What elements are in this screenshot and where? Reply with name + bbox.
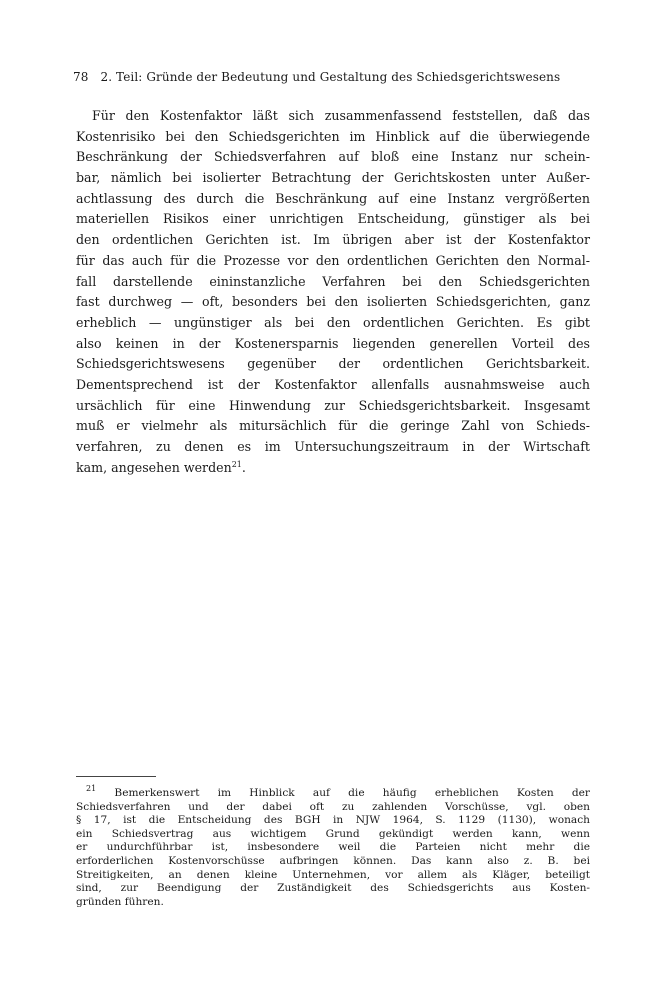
- footnote-line-text: Bemerkenswert im Hinblick auf die häufig erheblichen Kosten der: [114, 787, 590, 799]
- footnote-line: [76, 784, 590, 801]
- footnote-line: Schiedsverfahren und der dabei oft zu zahlenden Vorschüsse, vgl. oben: [76, 800, 590, 813]
- body-line: bar, nämlich bei isolierter Betrachtung der Gerichtskosten unter Außer-: [76, 170, 590, 186]
- body-line: Schiedsgerichtswesens gegenüber der ordentlichen Gerichtsbarkeit.: [76, 356, 590, 372]
- body-line: den ordentlichen Gerichten ist. Im übrigen aber ist der Kostenfaktor: [76, 232, 590, 248]
- body-line: materiellen Risikos einer unrichtigen Entscheidung, günstiger als bei: [76, 211, 590, 227]
- body-line: erheblich — ungünstiger als bei den ordentlichen Gerichten. Es gibt: [76, 314, 590, 330]
- body-line: fall darstellende eininstanzliche Verfahren bei den Schiedsgerichten: [76, 273, 590, 289]
- running-title: 2. Teil: Gründe der Bedeutung und Gestaltung des Schiedsgerichtswesens: [100, 70, 561, 84]
- footnote-reference: 21: [231, 459, 242, 469]
- footnote-separator: [76, 776, 156, 777]
- body-line: [76, 458, 590, 479]
- body-line: verfahren, zu denen es im Untersuchungszeitraum in der Wirtschaft: [76, 439, 590, 454]
- running-header: [73, 70, 593, 84]
- footnote-line: erforderlichen Kostenvorschüsse aufbringen können. Das kann also z. B. bei: [76, 854, 590, 867]
- body-line: für das auch für die Prozesse vor den ordentlichen Gerichten den Normal-: [76, 252, 590, 268]
- body-line: achtlassung des durch die Beschränkung auf eine Instanz vergrößerten: [76, 190, 590, 206]
- body-line: muß er vielmehr als mitursächlich für die geringe Zahl von Schieds-: [76, 418, 590, 434]
- footnote-line: § 17, ist die Entscheidung des BGH in NJW 1964, S. 1129 (1130), wonach: [76, 814, 590, 827]
- footnote-line: gründen führen.: [76, 895, 164, 908]
- footnote-number: 21: [86, 784, 97, 793]
- body-line: also keinen in der Kostenersparnis liegenden generellen Vorteil des: [76, 335, 590, 351]
- body-line-text: kam, angesehen werden: [76, 459, 232, 475]
- footnote-line: er undurchführbar ist, insbesondere weil die Parteien nicht mehr die: [76, 841, 590, 854]
- footnote-line: Streitigkeiten, an denen kleine Unternehmen, vor allem als Kläger, beteiligt: [76, 868, 590, 881]
- footnote-line: sind, zur Beendigung der Zuständigkeit des Schiedsgerichts aus Kosten-: [76, 882, 590, 895]
- body-line: ursächlich für eine Hinwendung zur Schiedsgerichtsbarkeit. Insgesamt: [76, 397, 590, 413]
- body-line: fast durchweg — oft, besonders bei den isolierten Schiedsgerichten, ganz: [76, 294, 590, 310]
- footnote-line: ein Schiedsvertrag aus wichtigem Grund gekündigt werden kann, wenn: [76, 827, 590, 840]
- body-line: Kostenrisiko bei den Schiedsgerichten im Hinblick auf die überwiegende: [76, 128, 590, 144]
- footnote: [76, 784, 590, 909]
- page-number: 78: [73, 70, 89, 84]
- body-line: Für den Kostenfaktor läßt sich zusammenfassend feststellen, daß das: [92, 108, 590, 123]
- sentence-period: .: [241, 459, 246, 475]
- body-line: Dementsprechend ist der Kostenfaktor allenfalls ausnahmsweise auch: [76, 376, 590, 392]
- body-paragraph: [76, 106, 590, 478]
- body-line: Beschränkung der Schiedsverfahren auf bloß eine Instanz nur schein-: [76, 149, 590, 165]
